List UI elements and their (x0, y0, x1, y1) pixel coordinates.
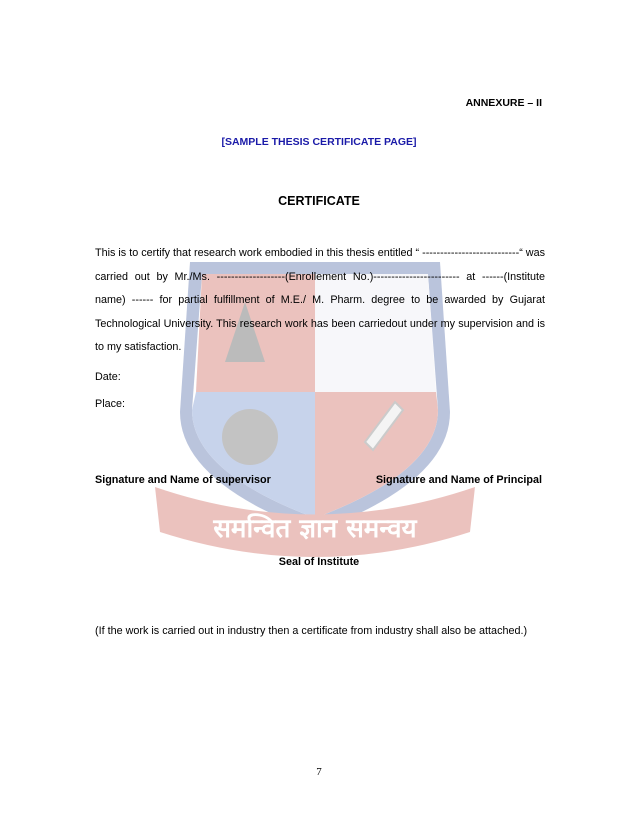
principal-signature-label: Signature and Name of Principal (375, 474, 542, 486)
certificate-title: CERTIFICATE (278, 194, 360, 208)
motto-text: समन्वित ज्ञान समन्वय (213, 514, 417, 544)
place-label: Place: (95, 398, 126, 410)
supervisor-signature-label: Signature and Name of supervisor (95, 474, 271, 486)
institute-seal-label: Seal of Institute (278, 556, 360, 568)
date-label: Date: (95, 371, 121, 383)
industry-note: (If the work is carried out in industry then a certificate from industry shall also be attached.) (95, 625, 528, 637)
certificate-body: This is to certify that research work embodied in this thesis entitled “ ---------------------------“ was carried out by Mr./Ms. -------------------(Enrollement No.)------------------------ at ------(Institute name) ------ for partial fulfillment of M.E./ M. Pharm. degree to be awarded by Gujarat Technological University. This research work has been carriedout under my supervision and is to my satisfaction. (95, 247, 545, 354)
satellite-dish-icon (222, 409, 278, 465)
annexure-label: ANNEXURE – II (465, 97, 542, 109)
sample-page-label: [SAMPLE THESIS CERTIFICATE PAGE] (221, 136, 417, 148)
page-number: 7 (316, 766, 322, 778)
